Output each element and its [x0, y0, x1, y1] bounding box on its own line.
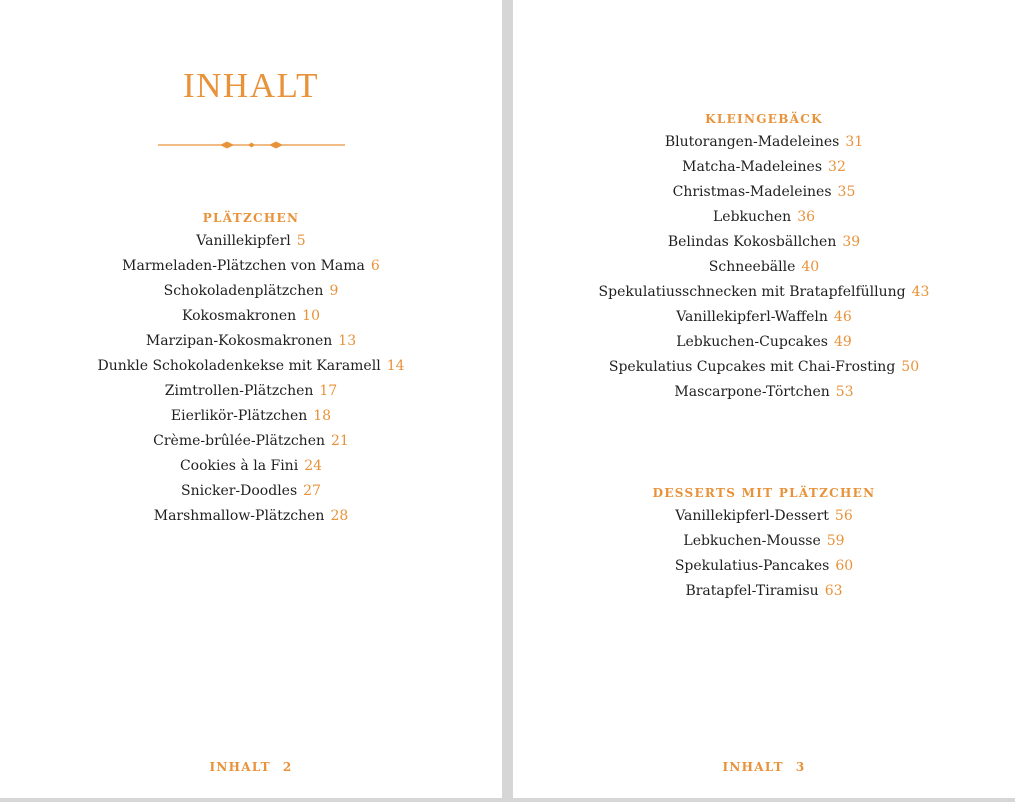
footer-label: INHALT — [209, 760, 271, 774]
toc-entry[interactable] — [513, 554, 1015, 579]
ornament-divider — [158, 138, 345, 152]
toc-entry[interactable] — [513, 529, 1015, 554]
toc-entry[interactable] — [513, 255, 1015, 280]
toc-entry-title: Lebkuchen-Mousse — [683, 533, 821, 549]
toc-entry-page: 17 — [319, 383, 338, 399]
toc-entry[interactable] — [0, 279, 502, 304]
toc-entry-title: Vanillekipferl-Dessert — [675, 508, 829, 524]
toc-entry-page: 21 — [331, 433, 349, 449]
toc-entry-title: Blutorangen-Madeleines — [664, 134, 840, 150]
toc-entry-page: 56 — [834, 508, 853, 524]
toc-entry[interactable] — [513, 579, 1015, 604]
toc-entry-page: 36 — [797, 209, 816, 225]
toc-entry-page: 35 — [837, 184, 856, 200]
toc-entry-title: Vanillekipferl-Waffeln — [676, 309, 828, 325]
toc-entry-title: Eierlikör-Plätzchen — [170, 408, 308, 424]
toc-entry-page: 18 — [313, 408, 332, 424]
toc-entry-page: 9 — [329, 283, 339, 299]
toc-entry-page: 49 — [833, 334, 852, 350]
page-number: 3 — [795, 760, 806, 774]
toc-entry-page: 46 — [833, 309, 852, 325]
toc-entry[interactable] — [0, 304, 502, 329]
toc-entry-page: 59 — [826, 533, 845, 549]
toc-entry-page: 28 — [330, 508, 349, 524]
toc-entry[interactable] — [513, 504, 1015, 529]
page-footer — [513, 757, 1015, 777]
toc-entry[interactable] — [0, 379, 502, 404]
toc-entry-title: Marzipan-Kokosmakronen — [145, 333, 333, 349]
toc-entry[interactable] — [513, 130, 1015, 155]
toc-entry-title: Schneebälle — [708, 259, 796, 275]
section-plaetzchen — [0, 207, 502, 529]
toc-entry-title: Schokoladenplätzchen — [163, 283, 324, 299]
toc-list — [0, 229, 502, 529]
toc-entry-title: Spekulatius-Pancakes — [674, 558, 830, 574]
toc-entry-title: Marshmallow-Plätzchen — [153, 508, 325, 524]
toc-entry-page: 43 — [911, 284, 930, 300]
toc-entry-page: 53 — [835, 384, 854, 400]
toc-entry-title: Kokosmakronen — [182, 308, 297, 324]
toc-entry-page: 50 — [901, 359, 920, 375]
right-page — [513, 0, 1015, 798]
toc-entry-page: 63 — [824, 583, 843, 599]
toc-entry-title: Crème-brûlée-Plätzchen — [153, 433, 325, 449]
toc-entry[interactable] — [0, 354, 502, 379]
toc-entry-title: Snicker-Doodles — [181, 483, 298, 499]
toc-entry-title: Dunkle Schokoladenkekse mit Karamell — [97, 358, 381, 374]
toc-entry[interactable] — [0, 329, 502, 354]
toc-entry-page: 40 — [801, 259, 820, 275]
toc-entry-page: 31 — [845, 134, 864, 150]
toc-entry[interactable] — [0, 429, 502, 454]
section-heading: DESSERTS MIT PLÄTZCHEN — [652, 486, 876, 500]
section-heading: PLÄTZCHEN — [202, 211, 300, 225]
toc-entry-title: Lebkuchen — [712, 209, 792, 225]
toc-entry-title: Belindas Kokosbällchen — [667, 234, 837, 250]
toc-entry-page: 5 — [296, 233, 306, 249]
footer-label: INHALT — [722, 760, 784, 774]
toc-entry-title: Zimtrollen-Plätzchen — [164, 383, 314, 399]
toc-entry-title: Spekulatius Cupcakes mit Chai-Frosting — [608, 359, 896, 375]
toc-entry-title: Marmeladen-Plätzchen von Mama — [122, 258, 365, 274]
toc-entry-title: Lebkuchen-Cupcakes — [676, 334, 828, 350]
toc-entry-title: Spekulatiusschnecken mit Bratapfelfüllung — [598, 284, 906, 300]
toc-entry[interactable] — [0, 404, 502, 429]
toc-entry[interactable] — [513, 180, 1015, 205]
toc-entry-page: 14 — [386, 358, 405, 374]
toc-entry-page: 27 — [303, 483, 321, 499]
toc-entry[interactable] — [0, 229, 502, 254]
toc-entry[interactable] — [513, 205, 1015, 230]
toc-entry-title: Matcha-Madeleines — [682, 159, 823, 175]
page-footer — [0, 757, 502, 777]
toc-entry[interactable] — [513, 305, 1015, 330]
toc-entry-page: 13 — [338, 333, 357, 349]
toc-entry-title: Vanillekipferl — [196, 233, 291, 249]
toc-entry[interactable] — [513, 380, 1015, 405]
toc-entry[interactable] — [513, 330, 1015, 355]
toc-entry[interactable] — [513, 280, 1015, 305]
toc-entry-title: Bratapfel-Tiramisu — [685, 583, 819, 599]
toc-entry[interactable] — [513, 230, 1015, 255]
toc-entry-title: Christmas-Madeleines — [672, 184, 832, 200]
page-title: INHALT — [182, 66, 320, 105]
toc-entry[interactable] — [0, 454, 502, 479]
section-heading: KLEINGEBÄCK — [705, 112, 823, 126]
section-desserts — [513, 482, 1015, 604]
toc-entry-page: 6 — [370, 258, 380, 274]
toc-entry-page: 39 — [842, 234, 861, 250]
toc-entry-page: 10 — [302, 308, 320, 324]
toc-entry[interactable] — [0, 479, 502, 504]
toc-entry-title: Cookies à la Fini — [179, 458, 299, 474]
section-kleingebaeck — [513, 108, 1015, 405]
toc-list — [513, 130, 1015, 405]
toc-entry-page: 24 — [304, 458, 323, 474]
toc-list — [513, 504, 1015, 604]
toc-entry[interactable] — [513, 355, 1015, 380]
toc-entry-title: Mascarpone-Törtchen — [674, 384, 830, 400]
toc-entry[interactable] — [0, 504, 502, 529]
toc-entry[interactable] — [0, 254, 502, 279]
toc-entry-page: 32 — [828, 159, 846, 175]
toc-entry[interactable] — [513, 155, 1015, 180]
toc-entry-page: 60 — [835, 558, 854, 574]
page-number: 2 — [282, 760, 293, 774]
left-page — [0, 0, 502, 798]
